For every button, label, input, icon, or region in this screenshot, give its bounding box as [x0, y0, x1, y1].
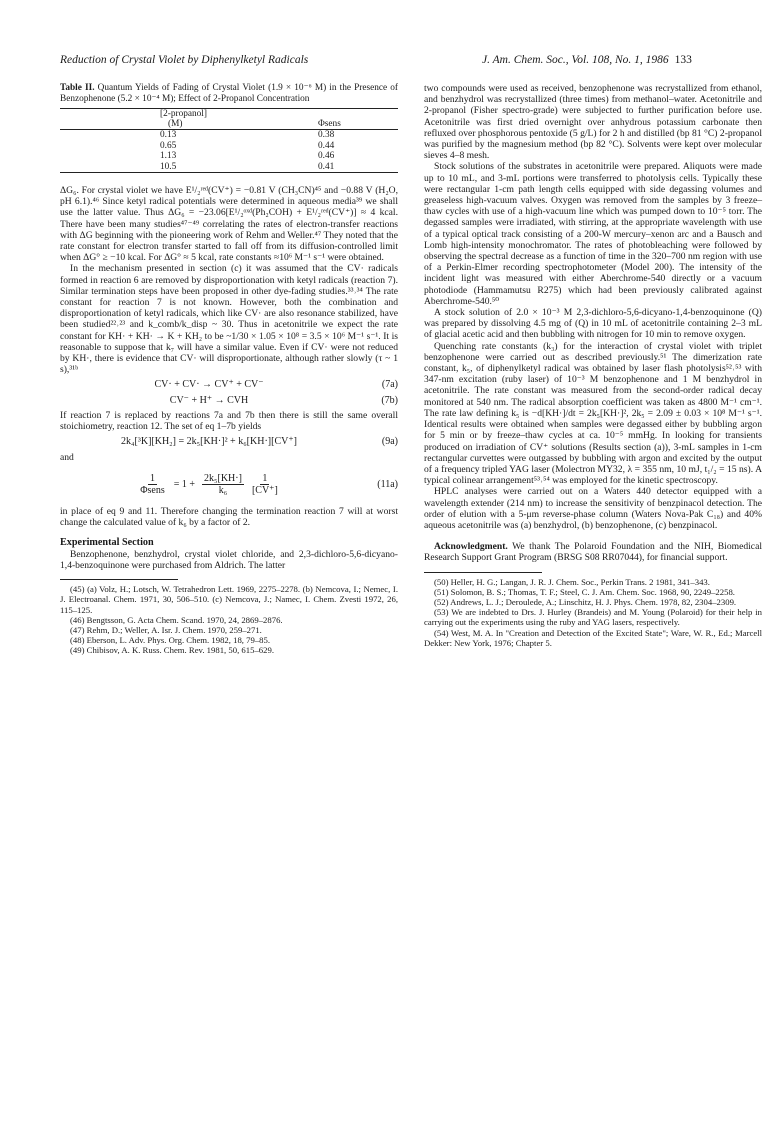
acknowledgment [424, 541, 762, 563]
reference-item: (46) Bengtsson, G. Acta Chem. Scand. 1970, 24, 2869–2876. [70, 614, 283, 625]
table-cell-propanol: 0.13 [160, 130, 177, 141]
equation-number: (11a) [377, 478, 398, 490]
reference-item: (49) Chibisov, A. K. Russ. Chem. Rev. 1981, 50, 615–629. [70, 645, 274, 656]
reference-item: (47) Rehm, D.; Weller, A. Isr. J. Chem. 1970, 259–271. [70, 624, 262, 635]
table-header-unit: (M) [60, 119, 318, 130]
equation-body: $\frac{1}{\text{Φsens}}$ = 1 + $\frac{\text{2k₅[KH·]}}{\text{k₆}}$ $\frac{1}{[CV^+]}$ [140, 472, 278, 496]
right-column [424, 83, 762, 648]
page-number: 133 [674, 54, 692, 66]
equation-9a [60, 436, 398, 447]
equation-body: 2k₄[³K][KH₂] = 2k₅[KH·]² + k₆[KH·][CV⁺] [121, 436, 297, 448]
paragraph: HPLC analyses were carried out on a Waters 440 detector equipped with a wavelength extender (214 nm) to increase the sensitivity of benzpinacol detection. The order of elution with a 5-μm reverse-phase column (Waters Nova-Pak C₁₈) and 40% aqueous acetonitrile was (a) benzhydrol, (b) benzophenone, (c) benzpinacol. [424, 486, 762, 531]
running-title: Reduction of Crystal Violet by Diphenylketyl Radicals [60, 54, 309, 66]
footnotes-left [60, 584, 398, 655]
acknowledgment-label: Acknowledgment. [434, 541, 508, 553]
fraction: $\frac{1}{[CV^+]}$ [251, 472, 278, 496]
reference-item: (53) We are indebted to Drs. J. Hurley (Brandeis) and M. Young (Polaroid) for their help in carrying out the experiments using the ruby and YAG lasers, respectively. [424, 607, 762, 628]
table-row [60, 130, 398, 141]
table-cell-phi: 0.38 [318, 130, 335, 141]
paragraph-and: and [60, 451, 74, 463]
paragraph: ΔG₆. For crystal violet we have E¹/₂ʳᵉᵈ(CV⁺) = −0.81 V (CH₃CN)⁴⁵ and −0.88 V (H₂O, pH 6.1).⁴⁶ Since ketyl radical potentials were determined in aqueous media³⁹ we shall use the latter value. Thus ΔG₆ = −23.06[E¹/₂ᵒˣᵈ(Ph₂COH) + E¹/₂ʳᵉᵈ(CV⁺)] ≈ 4 kcal. There have been many studies⁴⁷⁻⁴⁹ correlating the rates of electron-transfer reactions with ΔG beginning with the pioneering work of Rehm and Weller.⁴⁷ They noted that the rate constant for electron transfer started to fall off from its diffusion-controlled limit when ΔG° ≥ −10 kcal. For ΔG° ≈ 5 kcal, rate constants ≈10⁶ M⁻¹ s⁻¹ were obtained. [60, 185, 398, 264]
reference-item: (50) Heller, H. G.; Langan, J. R. J. Chem. Soc., Perkin Trans. 2 1981, 341–343. [434, 576, 710, 587]
equation-7a [60, 379, 398, 390]
table-row [60, 141, 398, 151]
section-title: Experimental Section [60, 536, 154, 548]
footnote-divider [424, 572, 542, 573]
table-caption-text: Quantum Yields of Fading of Crystal Violet (1.9 × 10⁻⁶ M) in the Presence of Benzophenone (5.2 × 10⁻⁴ M); Effect of 2-Propanol Concentration [60, 83, 398, 104]
table-body [60, 130, 398, 173]
quantum-yield-table [60, 108, 398, 173]
table-caption [60, 83, 398, 105]
table-cell-phi: 0.41 [318, 162, 398, 173]
paragraph: two compounds were used as received, benzophenone was recrystallized from ethanol, and benzhydrol was recrystallized (three times) from methanol–water. Acetonitrile and 2-propanol (Fisher spectro-grade) were subjected to further purification before use. Acetonitrile was first dried overnight over anhydrous potassium carbonate then refluxed over phosphorous pentoxide (5 g/L) for 2 h and distilled (bp 81 °C) 2-propanol was purified by the magnesium method (bp 82 °C). Solvents were kept over molecular sieves 4–8 mesh. [424, 83, 762, 162]
footnote-divider [60, 579, 178, 580]
paragraph: in place of eq 9 and 11. Therefore changing the termination reaction 7 will at worst change the calculated value of k₆ by a factor of 2. [60, 506, 398, 529]
left-column [60, 83, 398, 656]
equation-number: (7b) [381, 394, 398, 406]
equation-11a [60, 467, 398, 502]
journal-name: J. Am. Chem. Soc., Vol. 108, No. 1, 1986 [482, 54, 669, 66]
reference-item: (45) (a) Volz, H.; Lotsch, W. Tetrahedron Lett. 1969, 2275–2278. (b) Nemcova, I.; Nemec, I. J. Electroanal. Chem. 1971, 30, 506–510. (c) Nemcova, J.; Namec, I. Chem. Zvesti 1972, 26, 115–125. [60, 584, 398, 615]
table-header-propanol: [2-propanol] [60, 108, 318, 119]
paragraph: A stock solution of 2.0 × 10⁻³ M 2,3-dichloro-5,6-dicyano-1,4-benzoquinone (Q) was prepared by dissolving 4.5 mg of (Q) in 10 mL of acetonitrile containing 2–3 mL of glacial acetic acid and then bubbling with nitrogen for 10 min to remove oxygen. [424, 307, 762, 341]
table-cell-propanol: 0.65 [160, 140, 177, 151]
fraction: $\frac{\text{2k₅[KH·]}}{\text{k₆}}$ [204, 472, 242, 496]
acknowledgment-text: We thank The Polaroid Foundation and the NIH, Biomedical Research Support Grant Program (BRSG S08 RR07044), for financial support. [424, 541, 762, 564]
equation-body: CV⁻ + H⁺ → CVH [169, 394, 249, 406]
reference-item: (52) Andrews, L. J.; Deroulede, A.; Linschitz, H. J. Phys. Chem. 1978, 82, 2304–2309. [434, 596, 737, 607]
table-header-phi: Φsens [318, 119, 398, 130]
paragraph: Benzophenone, benzhydrol, crystal violet chloride, and 2,3-dichloro-5,6-dicyano-1,4-benzoquinone were purchased from Aldrich. The latter [60, 548, 398, 571]
equation-number: (9a) [381, 436, 398, 448]
paragraph: If reaction 7 is replaced by reactions 7a and 7b then there is still the same overall stoichiometry, reaction 12. The set of eq 1–7b yields [60, 409, 398, 433]
table-label: Table II. [60, 83, 95, 93]
footnotes-right [424, 577, 762, 648]
paragraph: Stock solutions of the substrates in acetonitrile were prepared. Aliquots were made up to 10 mL, and 3-mL portions were transferred to photolysis cells. Typically these were rectangular 1-cm path length cells equipped with side degassing volumes and greaseless high-vacuum valves. Oxygen was removed from the samples by 3 freeze–thaw cycles with use of a high-vacuum line which was pumped down to 10⁻⁵ torr. The degassed samples were irradiated, with stirring, at the appropriate wavelength with use of a typical optical track consisting of a 200-W mercury–xenon arc and a Bausch and Lomb high-intensity monochromator. The rates of photobleaching were followed by observing the spectral decrease as a function of time in the 320–700 nm region with use of a Perkin-Elmer recording spectrophotometer (Model 200). The intensity of the incident light was measured with either Aberchrome-540 directly or a vacuum photodiode (Hammamutsu R275) which had been previously calibrated against Aberchrome-540.⁵⁰ [424, 161, 762, 307]
reference-item: (51) Solomon, B. S.; Thomas, T. F.; Steel, C. J. Am. Chem. Soc. 1968, 90, 2249–2258. [434, 586, 735, 597]
table-cell-propanol: 1.13 [160, 151, 177, 162]
equation-number: (7a) [381, 379, 398, 391]
table-cell-phi: 0.46 [318, 151, 335, 162]
reference-item: (54) West, M. A. In "Creation and Detection of the Excited State"; Ware, W. R., Ed.; Marcell Dekker: New York, 1976; Chapter 5. [424, 627, 762, 648]
fraction: $\frac{1}{\text{Φsens}}$ [140, 472, 165, 496]
journal-citation [482, 54, 692, 66]
equation-body: CV· + CV· → CV⁺ + CV⁻ [154, 379, 264, 391]
table-cell-phi: 0.44 [318, 140, 335, 151]
table-cell-propanol: 10.5 [60, 162, 318, 173]
paragraph: Quenching rate constants (k₃) for the interaction of crystal violet with triplet benzophenone were carried out as described previously.⁵¹ The dimerization rate constant, k₅, of diphenylketyl radical was obtained by laser flash photolysis⁵²˒⁵³ with 347-nm excitation (ruby laser) of 10⁻³ M benzophenone and 1 M benzhydrol in acetonitrile. The rate constant was measured from the second-order radical decay monitored at 540 nm. The radical absorption coefficient was taken as 4800 M⁻¹ cm⁻¹. The rate law defining k₅ is −d[KH·]/dt = 2k₅[KH·]², 2k₅ = 2.09 ± 0.03 × 10⁸ M⁻¹ s⁻¹. Identical results were obtained when samples were degassed either by bubbling argon for 5 min or by freeze–thaw cycles at ca. 10⁻⁵ mmHg. In looking for transients produced on irradiation of CV⁺ solutions (Results section (a)), 3-mL samples in 1-cm rectangular curvettes were outgassed by bubbling with argon and excited by the output of a frequency tripled YAG laser (Molectron MY32, λ = 355 nm, 10 mJ, t₁/₂ = 15 ns). A typical colinear arrangement⁵³˒⁵⁴ was employed for the kinetic spectroscopy. [424, 340, 762, 487]
table-row [60, 151, 398, 161]
table-row [60, 162, 398, 173]
equation-7b [60, 395, 398, 406]
paragraph: In the mechanism presented in section (c) it was assumed that the CV· radicals formed in reaction 6 are removed by disproportionation with ketyl radicals (reaction 7). Similar termination steps have been proposed in other dye-fading studies.³³˒³⁴ The rate constant for reaction 7 is not known. However, both the combination and disproportionation of ketyl radicals, which like CV· are also resonance stabilized, have been studied²²˒²³ and k_comb/k_disp ~ 30. Thus in acetonitrile we expect the rate constant for KH· + KH· → K + KH₂ to be ~1/30 × 1.05 × 10⁸ = 3.5 × 10⁶ M⁻¹ s⁻¹. It is reasonable to suppose that k₇ will have a similar value. Even if CV· were not reduced by KH·, there is evidence that CV· will disproportionate, although rather slowly (τ ~ 1 s),³¹ᵇ [60, 263, 398, 376]
reference-item: (48) Eberson, L. Adv. Phys. Org. Chem. 1982, 18, 79–85. [70, 635, 271, 646]
